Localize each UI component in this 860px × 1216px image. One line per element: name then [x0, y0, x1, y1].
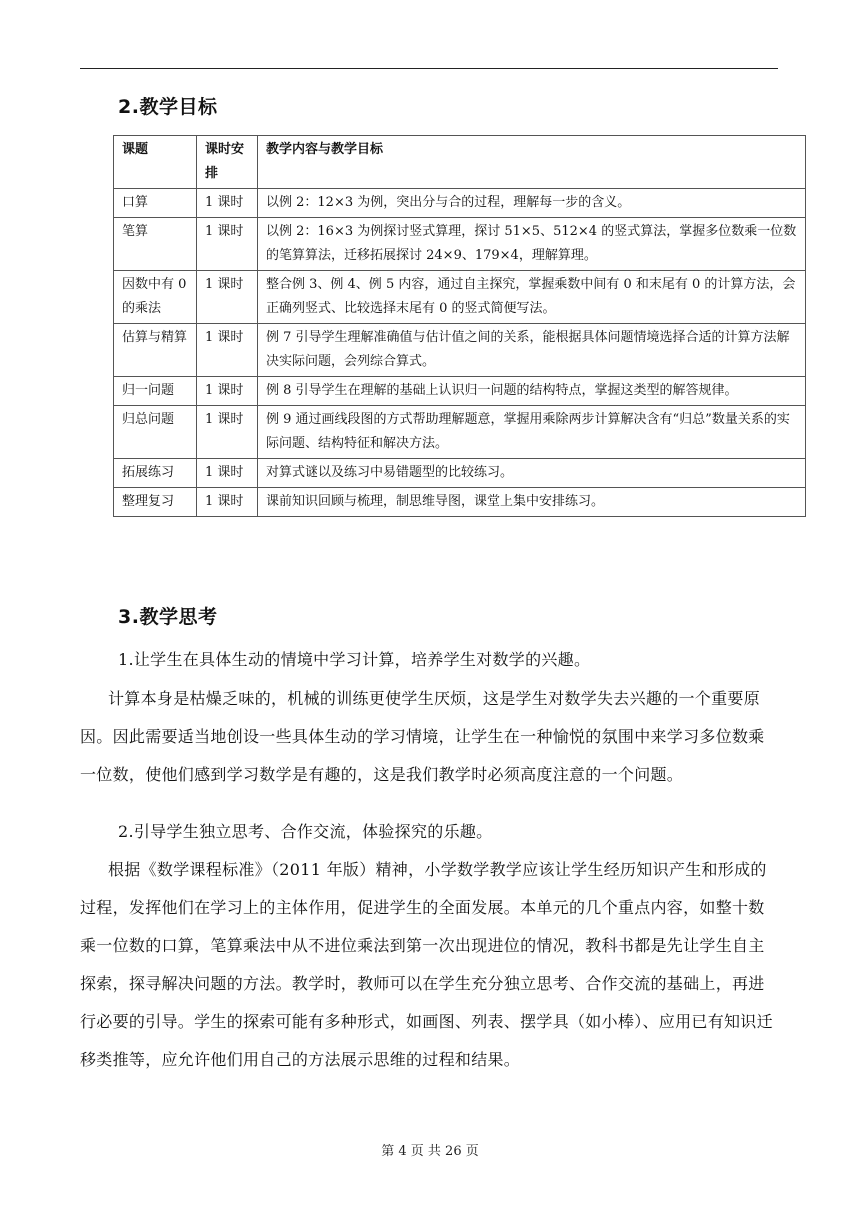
cell-hours: 1 课时: [197, 189, 258, 218]
cell-content: 整合例 3、例 4、例 5 内容，通过自主探究，掌握乘数中间有 0 和末尾有 0 的计算方法，会正确列竖式、比较选择末尾有 0 的竖式简便写法。: [258, 271, 806, 324]
cell-topic: 估算与精算: [114, 324, 197, 377]
table-header-row: [114, 136, 806, 189]
header-content: 教学内容与教学目标: [258, 136, 806, 189]
teaching-goals-table: [113, 135, 806, 517]
table-row: [114, 324, 806, 377]
reflection-point-2: 2.引导学生独立思考、合作交流，体验探究的乐趣。: [118, 822, 493, 841]
table-row: [114, 377, 806, 406]
cell-topic: 口算: [114, 189, 197, 218]
cell-topic: 因数中有 0 的乘法: [114, 271, 197, 324]
cell-content: 例 9 通过画线段图的方式帮助理解题意，掌握用乘除两步计算解决含有“归总”数量关系的实际问题、结构特征和解决方法。: [258, 406, 806, 459]
cell-topic: 归总问题: [114, 406, 197, 459]
cell-content: 对算式谜以及练习中易错题型的比较练习。: [258, 459, 806, 488]
cell-content: 以例 2：16×3 为例探讨竖式算理，探讨 51×5、512×4 的竖式算法，掌握多位数乘一位数的笔算算法，迁移拓展探讨 24×9、179×4，理解算理。: [258, 218, 806, 271]
cell-topic: 笔算: [114, 218, 197, 271]
cell-hours: 1 课时: [197, 377, 258, 406]
reflection-point-1: 1.让学生在具体生动的情境中学习计算，培养学生对数学的兴趣。: [118, 650, 591, 669]
cell-hours: 1 课时: [197, 271, 258, 324]
cell-content: 例 8 引导学生在理解的基础上认识归一问题的结构特点，掌握这类型的解答规律。: [258, 377, 806, 406]
table-row: [114, 459, 806, 488]
header-rule: [80, 68, 778, 69]
cell-topic: 拓展练习: [114, 459, 197, 488]
cell-hours: 1 课时: [197, 459, 258, 488]
cell-hours: 1 课时: [197, 218, 258, 271]
reflection-paragraph-1: 计算本身是枯燥乏味的，机械的训练更使学生厌烦，这是学生对数学失去兴趣的一个重要原因。因此需要适当地创设一些具体生动的学习情境，让学生在一种愉悦的氛围中来学习多位数乘一位数，使他们感到学习数学是有趣的，这是我们教学时必须高度注意的一个问题。: [80, 689, 765, 784]
cell-hours: 1 课时: [197, 488, 258, 517]
cell-content: 以例 2：12×3 为例，突出分与合的过程，理解每一步的含义。: [258, 189, 806, 218]
table-row: [114, 406, 806, 459]
table-row: [114, 189, 806, 218]
header-topic: 课题: [114, 136, 197, 189]
reflection-paragraph-2: 根据《数学课程标准》（2011 年版）精神，小学数学教学应该让学生经历知识产生和形成的过程，发挥他们在学习上的主体作用，促进学生的全面发展。本单元的几个重点内容，如整十数乘一位数的口算，笔算乘法中从不进位乘法到第一次出现进位的情况，教科书都是先让学生自主探索，探寻解决问题的方法。教学时，教师可以在学生充分独立思考、合作交流的基础上，再进行必要的引导。学生的探索可能有多种形式，如画图、列表、摆学具（如小棒）、应用已有知识迁移类推等，应允许他们用自己的方法展示思维的过程和结果。: [80, 860, 773, 1069]
cell-content: 课前知识回顾与梳理，制思维导图，课堂上集中安排练习。: [258, 488, 806, 517]
cell-topic: 整理复习: [114, 488, 197, 517]
cell-hours: 1 课时: [197, 406, 258, 459]
table-row: [114, 218, 806, 271]
page-number: 第 4 页 共 26 页: [381, 1144, 479, 1159]
header-hours: 课时安排: [197, 136, 258, 189]
cell-content: 例 7 引导学生理解准确值与估计值之间的关系，能根据具体问题情境选择合适的计算方法解决实际问题，会列综合算式。: [258, 324, 806, 377]
table-row: [114, 271, 806, 324]
section-heading-teaching-reflection: 3.教学思考: [118, 606, 218, 628]
section-heading-teaching-goals: 2.教学目标: [118, 96, 218, 118]
table-row: [114, 488, 806, 517]
cell-topic: 归一问题: [114, 377, 197, 406]
cell-hours: 1 课时: [197, 324, 258, 377]
